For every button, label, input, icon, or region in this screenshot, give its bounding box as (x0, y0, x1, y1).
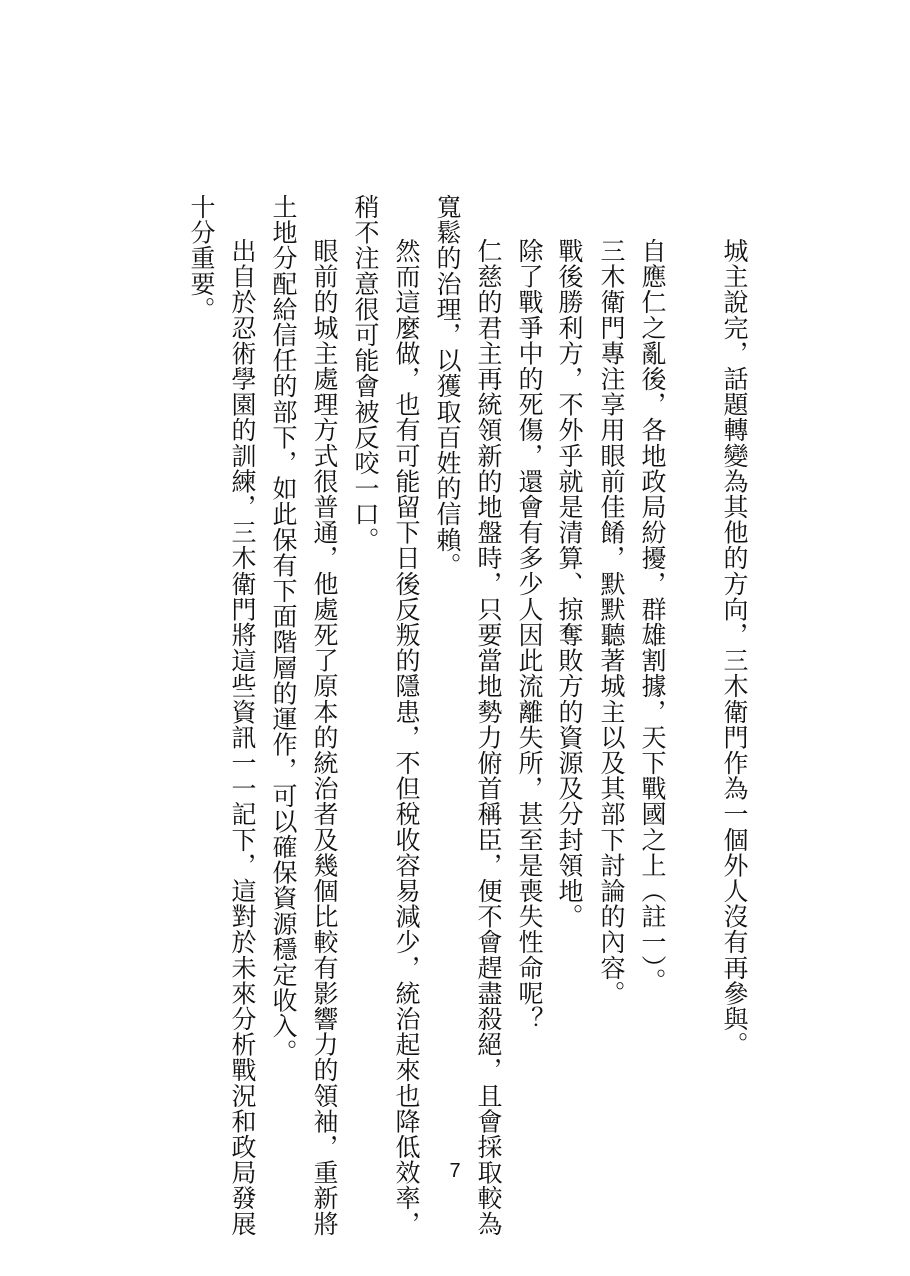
text-column: 除了戰爭中的死傷，還會有多少人因此流離失所，甚至是喪失性命呢？ (515, 238, 544, 1032)
text-column: 寬鬆的治理，以獲取百姓的信賴。 (433, 194, 462, 578)
page-number: 7 (449, 1160, 461, 1182)
text-column: 出自於忍術學園的訓練，三木衛門將這些資訊一一記下，這對於未來分析戰況和政局發展 (228, 238, 257, 1237)
text-column: 然而這麼做，也有可能留下日後反叛的隱患，不但稅收容易減少，統治起來也降低效率， (392, 238, 421, 1237)
text-column: 自應仁之亂後，各地政局紛擾，群雄割據，天下戰國之上（註一）。 (638, 238, 667, 994)
text-column: 十分重要。 (187, 194, 216, 322)
text-column: 戰後勝利方，不外乎就是清算、掠奪敗方的資源及分封領地。 (555, 238, 584, 930)
text-column: 土地分配給信任的部下，如此保有下面階層的運作，可以確保資源穩定收入。 (269, 194, 298, 1065)
text-column: 稍不注意很可能會被反咬一口。 (351, 194, 380, 553)
text-column: 城主說完，話題轉變為其他的方向，三木衛門作為一個外人沒有再參與。 (720, 238, 749, 1058)
text-column: 眼前的城主處理方式很普通，他處死了原本的統治者及幾個比較有影響力的領袖，重新將 (310, 238, 339, 1237)
text-column: 仁慈的君主再統領新的地盤時，只要當地勢力俯首稱臣，便不會趕盡殺絕，且會採取較為 (474, 238, 503, 1237)
text-column: 三木衛門專注享用眼前佳餚，默默聽著城主以及其部下討論的內容。 (597, 238, 626, 1006)
